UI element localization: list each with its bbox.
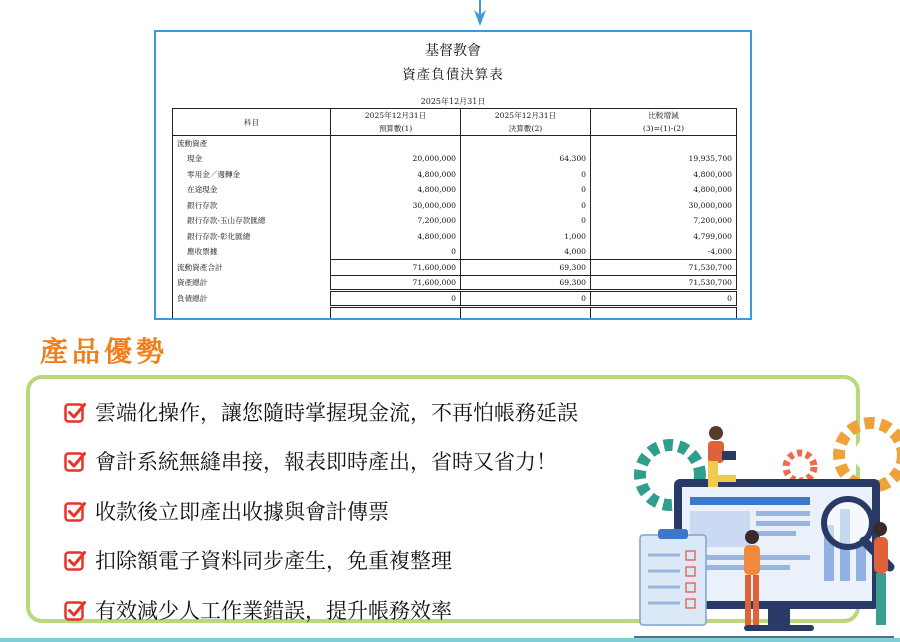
row-budget: 4,800,000 (331, 182, 461, 198)
row-actual: 0 (461, 291, 591, 307)
row-diff: 30,000,000 (591, 198, 737, 214)
feature-text: 會計系統無縫串接，報表即時產出，省時又省力！ (95, 450, 557, 475)
table-row (173, 260, 737, 276)
row-label: 應收票據 (173, 244, 331, 260)
header-compare-label: 比較增減 (591, 109, 737, 123)
row-actual: 4,000 (461, 244, 591, 260)
row-actual: 0 (461, 167, 591, 183)
report-org: 基督教會 (425, 43, 481, 59)
row-budget (331, 136, 461, 152)
row-budget: 0 (331, 244, 461, 260)
row-label: 負債總計 (173, 291, 331, 307)
table-row (173, 167, 737, 183)
row-budget: 30,000,000 (331, 198, 461, 214)
table-row (173, 229, 737, 245)
table-row (173, 213, 737, 229)
header-actual-label: 決算數(2) (461, 122, 591, 136)
people-working-illustration (628, 405, 900, 642)
check-icon (64, 401, 86, 423)
list-item (64, 585, 578, 635)
table-row (173, 275, 737, 291)
row-budget: 0 (331, 291, 461, 307)
table-row (173, 198, 737, 214)
row-label: 現金 (173, 151, 331, 167)
table-row (173, 291, 737, 307)
header-subject: 科目 (173, 109, 331, 136)
header-budget-date: 2025年12月31日 (331, 109, 461, 123)
bottom-divider (0, 638, 900, 642)
report-title: 資產負債決算表 (402, 67, 504, 83)
row-budget: 4,800,000 (331, 167, 461, 183)
row-actual (461, 136, 591, 152)
row-diff: 4,800,000 (591, 167, 737, 183)
header-actual-date: 2025年12月31日 (461, 109, 591, 123)
row-actual: 0 (461, 198, 591, 214)
feature-text: 扣除額電子資料同步產生，免重複整理 (95, 549, 452, 574)
table-row (173, 182, 737, 198)
arrow-down-icon (473, 0, 487, 28)
report-table (172, 108, 737, 320)
list-item (64, 486, 578, 536)
row-diff: 4,800,000 (591, 182, 737, 198)
check-icon (64, 450, 86, 472)
row-diff: 4,799,000 (591, 229, 737, 245)
row-actual: 64,300 (461, 151, 591, 167)
table-row (173, 136, 737, 152)
row-budget: 7,200,000 (331, 213, 461, 229)
feature-text: 有效減少人工作業錯誤，提升帳務效率 (95, 598, 452, 623)
row-label: 銀行存款 (173, 198, 331, 214)
report-preview (154, 30, 752, 320)
row-label: 銀行存款-玉山存款匯總 (173, 213, 331, 229)
row-diff: 71,530,700 (591, 275, 737, 291)
table-row (173, 306, 737, 320)
row-label: 零用金／週轉金 (173, 167, 331, 183)
row-label: 銀行存款-彰化匯總 (173, 229, 331, 245)
row-diff (591, 136, 737, 152)
check-icon (64, 599, 86, 621)
list-item (64, 437, 578, 487)
check-icon (64, 549, 86, 571)
row-label: 在途現金 (173, 182, 331, 198)
list-item (64, 536, 578, 586)
list-item (64, 387, 578, 437)
header-compare-formula: (3)=(1)-(2) (591, 122, 737, 136)
row-budget: 71,600,000 (331, 275, 461, 291)
row-budget: 71,600,000 (331, 260, 461, 276)
header-budget-label: 預算數(1) (331, 122, 461, 136)
row-actual: 69,300 (461, 260, 591, 276)
report-date: 2025年12月31日 (420, 97, 486, 106)
check-icon (64, 500, 86, 522)
row-actual: 0 (461, 213, 591, 229)
row-diff: 7,200,000 (591, 213, 737, 229)
row-budget: 4,800,000 (331, 229, 461, 245)
row-diff: 71,530,700 (591, 260, 737, 276)
row-diff: 0 (591, 291, 737, 307)
row-diff: 19,935,700 (591, 151, 737, 167)
feature-text: 收款後立即產出收據與會計傳票 (95, 499, 389, 524)
row-label: 資產總計 (173, 275, 331, 291)
row-actual: 0 (461, 182, 591, 198)
row-actual: 69,300 (461, 275, 591, 291)
section-title: 產品優勢 (40, 335, 169, 368)
feature-list (64, 387, 578, 635)
row-diff: -4,000 (591, 244, 737, 260)
row-label: 流動資產 (173, 136, 331, 152)
row-budget: 20,000,000 (331, 151, 461, 167)
table-row (173, 244, 737, 260)
row-actual: 1,000 (461, 229, 591, 245)
table-row (173, 151, 737, 167)
feature-text: 雲端化操作，讓您隨時掌握現金流，不再怕帳務延誤 (95, 400, 578, 425)
row-label: 流動資產合計 (173, 260, 331, 276)
